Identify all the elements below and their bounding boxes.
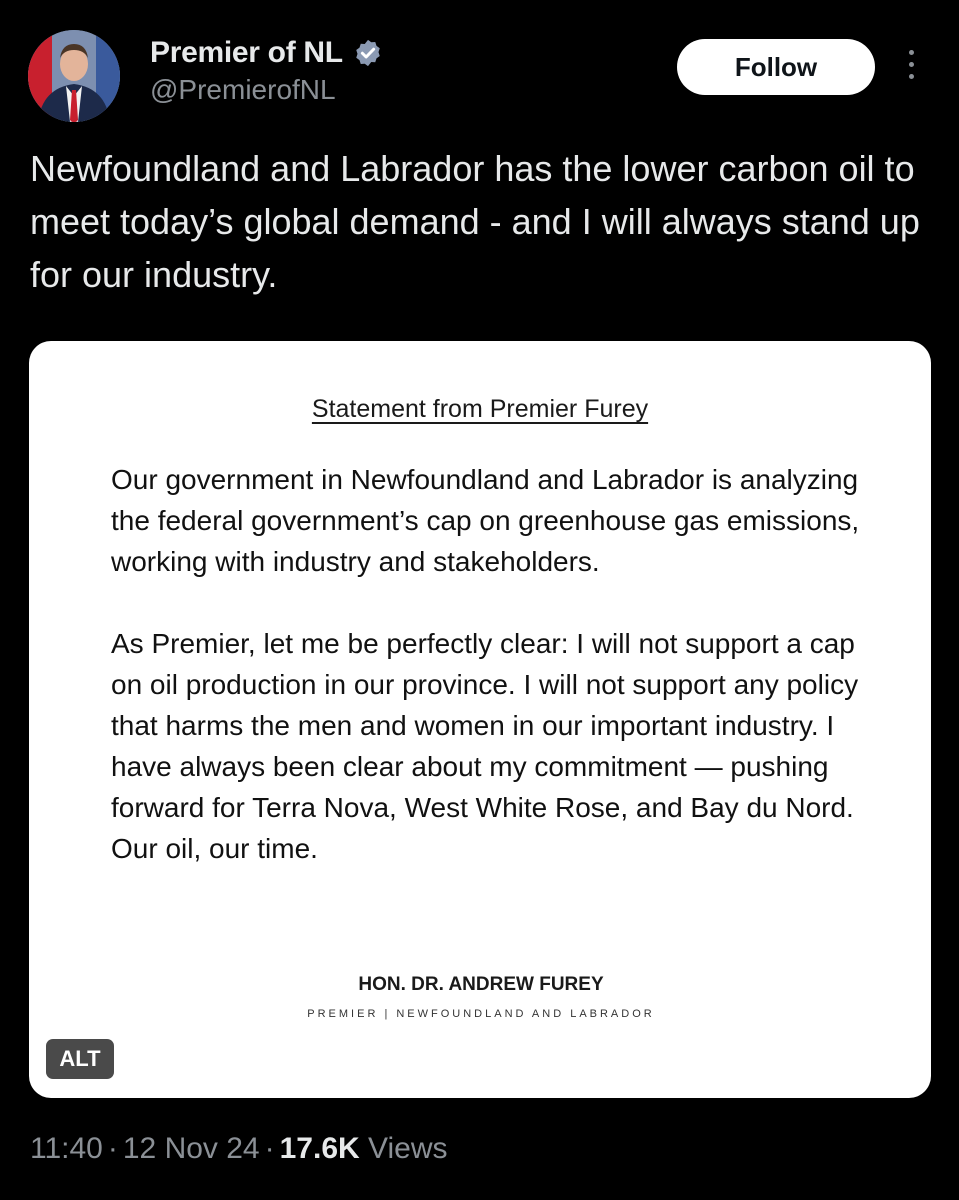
views-count: 17.6K bbox=[279, 1132, 360, 1165]
views-label: Views bbox=[368, 1132, 448, 1165]
tweet-meta bbox=[30, 1132, 448, 1166]
tweet-header bbox=[28, 28, 931, 124]
alt-text-badge[interactable]: ALT bbox=[46, 1039, 114, 1079]
follow-button[interactable]: Follow bbox=[677, 39, 875, 95]
verified-badge-icon bbox=[353, 38, 383, 68]
statement-title: Statement from Premier Furey bbox=[311, 395, 649, 423]
ellipsis-dot bbox=[909, 62, 914, 67]
vertical-ellipsis-icon[interactable] bbox=[901, 50, 921, 86]
avatar-photo bbox=[28, 30, 120, 122]
author-avatar[interactable] bbox=[28, 30, 120, 122]
statement-paragraph: As Premier, let me be perfectly clear: I will not support a cap on oil production in our province. I will not support any policy that harms the men and women in our important industry. I have always been clear about my commitment — pushing forward for Terra Nova, West White Rose, and Bay du Nord. Our oil, our time. bbox=[111, 628, 859, 864]
ellipsis-dot bbox=[909, 74, 914, 79]
meta-separator: · bbox=[107, 1132, 118, 1165]
signature-name: HON. DR. ANDREW FUREY bbox=[358, 974, 604, 995]
tweet-date[interactable]: 12 Nov 24 bbox=[122, 1132, 260, 1165]
statement-body bbox=[111, 459, 871, 869]
statement-paragraph: Our government in Newfoundland and Labrador is analyzing the federal government’s cap on greenhouse gas emissions, working with industry and stakeholders. bbox=[111, 464, 860, 577]
author-display-name[interactable]: Premier of NL bbox=[150, 36, 343, 69]
author-handle[interactable]: @PremierofNL bbox=[150, 74, 336, 105]
author-name-block bbox=[150, 36, 383, 106]
signature-title: PREMIER | NEWFOUNDLAND AND LABRADOR bbox=[307, 1008, 655, 1020]
ellipsis-dot bbox=[909, 50, 914, 55]
tweet-text: Newfoundland and Labrador has the lower carbon oil to meet today’s global demand - and I will always stand up for our industry. bbox=[30, 148, 920, 295]
meta-separator: · bbox=[264, 1132, 275, 1165]
tweet-time[interactable]: 11:40 bbox=[30, 1132, 103, 1165]
